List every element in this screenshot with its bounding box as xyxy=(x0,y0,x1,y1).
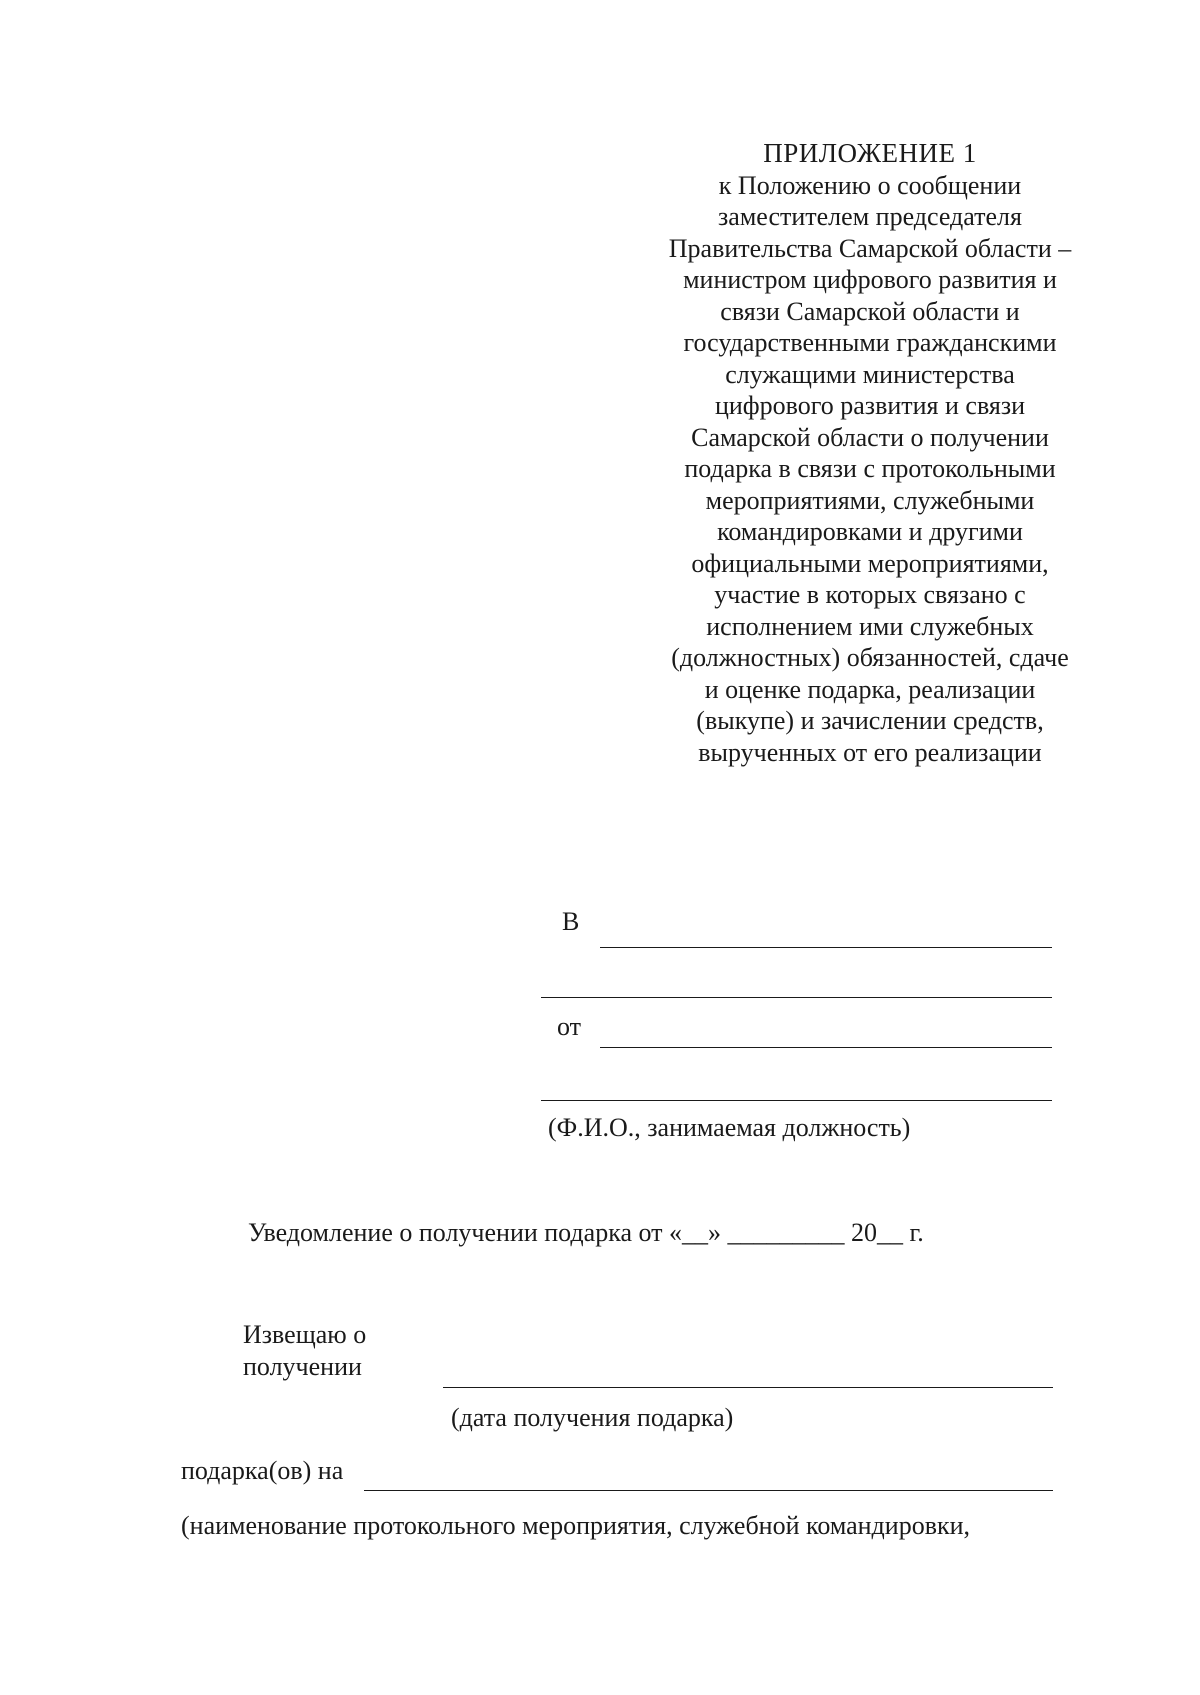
appendix-line: государственными гражданскими xyxy=(683,328,1057,357)
appendix-line: (выкупе) и зачислении средств, xyxy=(696,706,1044,735)
appendix-line: Правительства Самарской области – xyxy=(668,233,1072,263)
from-label: от xyxy=(557,1012,582,1041)
to-recipient-line-2[interactable] xyxy=(541,997,1052,998)
appendix-line: министром цифрового развития и xyxy=(683,265,1057,294)
appendix-line: мероприятиями, служебными xyxy=(705,485,1035,515)
event-name-line[interactable] xyxy=(364,1490,1053,1491)
appendix-line: вырученных от его реализации xyxy=(698,737,1042,767)
appendix-line: служащими министерства xyxy=(725,359,1015,389)
inform-text-line2: получении xyxy=(243,1352,362,1381)
gifts-label: подарка(ов) на xyxy=(181,1456,344,1485)
event-caption: (наименование протокольного мероприятия, служебной командировки, xyxy=(181,1511,971,1540)
appendix-line: и оценке подарка, реализации xyxy=(704,674,1036,704)
appendix-line: официальными мероприятиями, xyxy=(691,548,1049,578)
to-label: В xyxy=(562,907,580,936)
date-caption: (дата получения подарка) xyxy=(451,1403,734,1432)
appendix-title: ПРИЛОЖЕНИЕ 1 xyxy=(763,138,977,168)
receipt-date-line[interactable] xyxy=(443,1387,1053,1388)
inform-text-line1: Извещаю о xyxy=(243,1320,367,1349)
notice-heading: Уведомление о получении подарка от «__» _________ 20__ г. xyxy=(248,1218,924,1247)
appendix-header xyxy=(640,138,1100,768)
appendix-line: Самарской области о получении xyxy=(691,422,1049,452)
from-caption: (Ф.И.О., занимаемая должность) xyxy=(548,1113,911,1142)
to-recipient-line[interactable] xyxy=(600,947,1052,948)
appendix-line: подарка в связи с протокольными xyxy=(684,454,1056,483)
appendix-line: исполнением ими служебных xyxy=(706,611,1034,641)
appendix-line: заместителем председателя xyxy=(718,202,1022,231)
appendix-line: (должностных) обязанностей, сдаче xyxy=(671,643,1069,672)
appendix-line: командировками и другими xyxy=(717,517,1023,546)
from-sender-line-2[interactable] xyxy=(541,1100,1052,1101)
appendix-line: к Положению о сообщении xyxy=(718,170,1022,200)
from-sender-line[interactable] xyxy=(600,1047,1052,1048)
appendix-line: цифрового развития и связи xyxy=(714,391,1026,420)
appendix-line: участие в которых связано с xyxy=(714,580,1026,609)
appendix-line: связи Самарской области и xyxy=(720,296,1020,326)
